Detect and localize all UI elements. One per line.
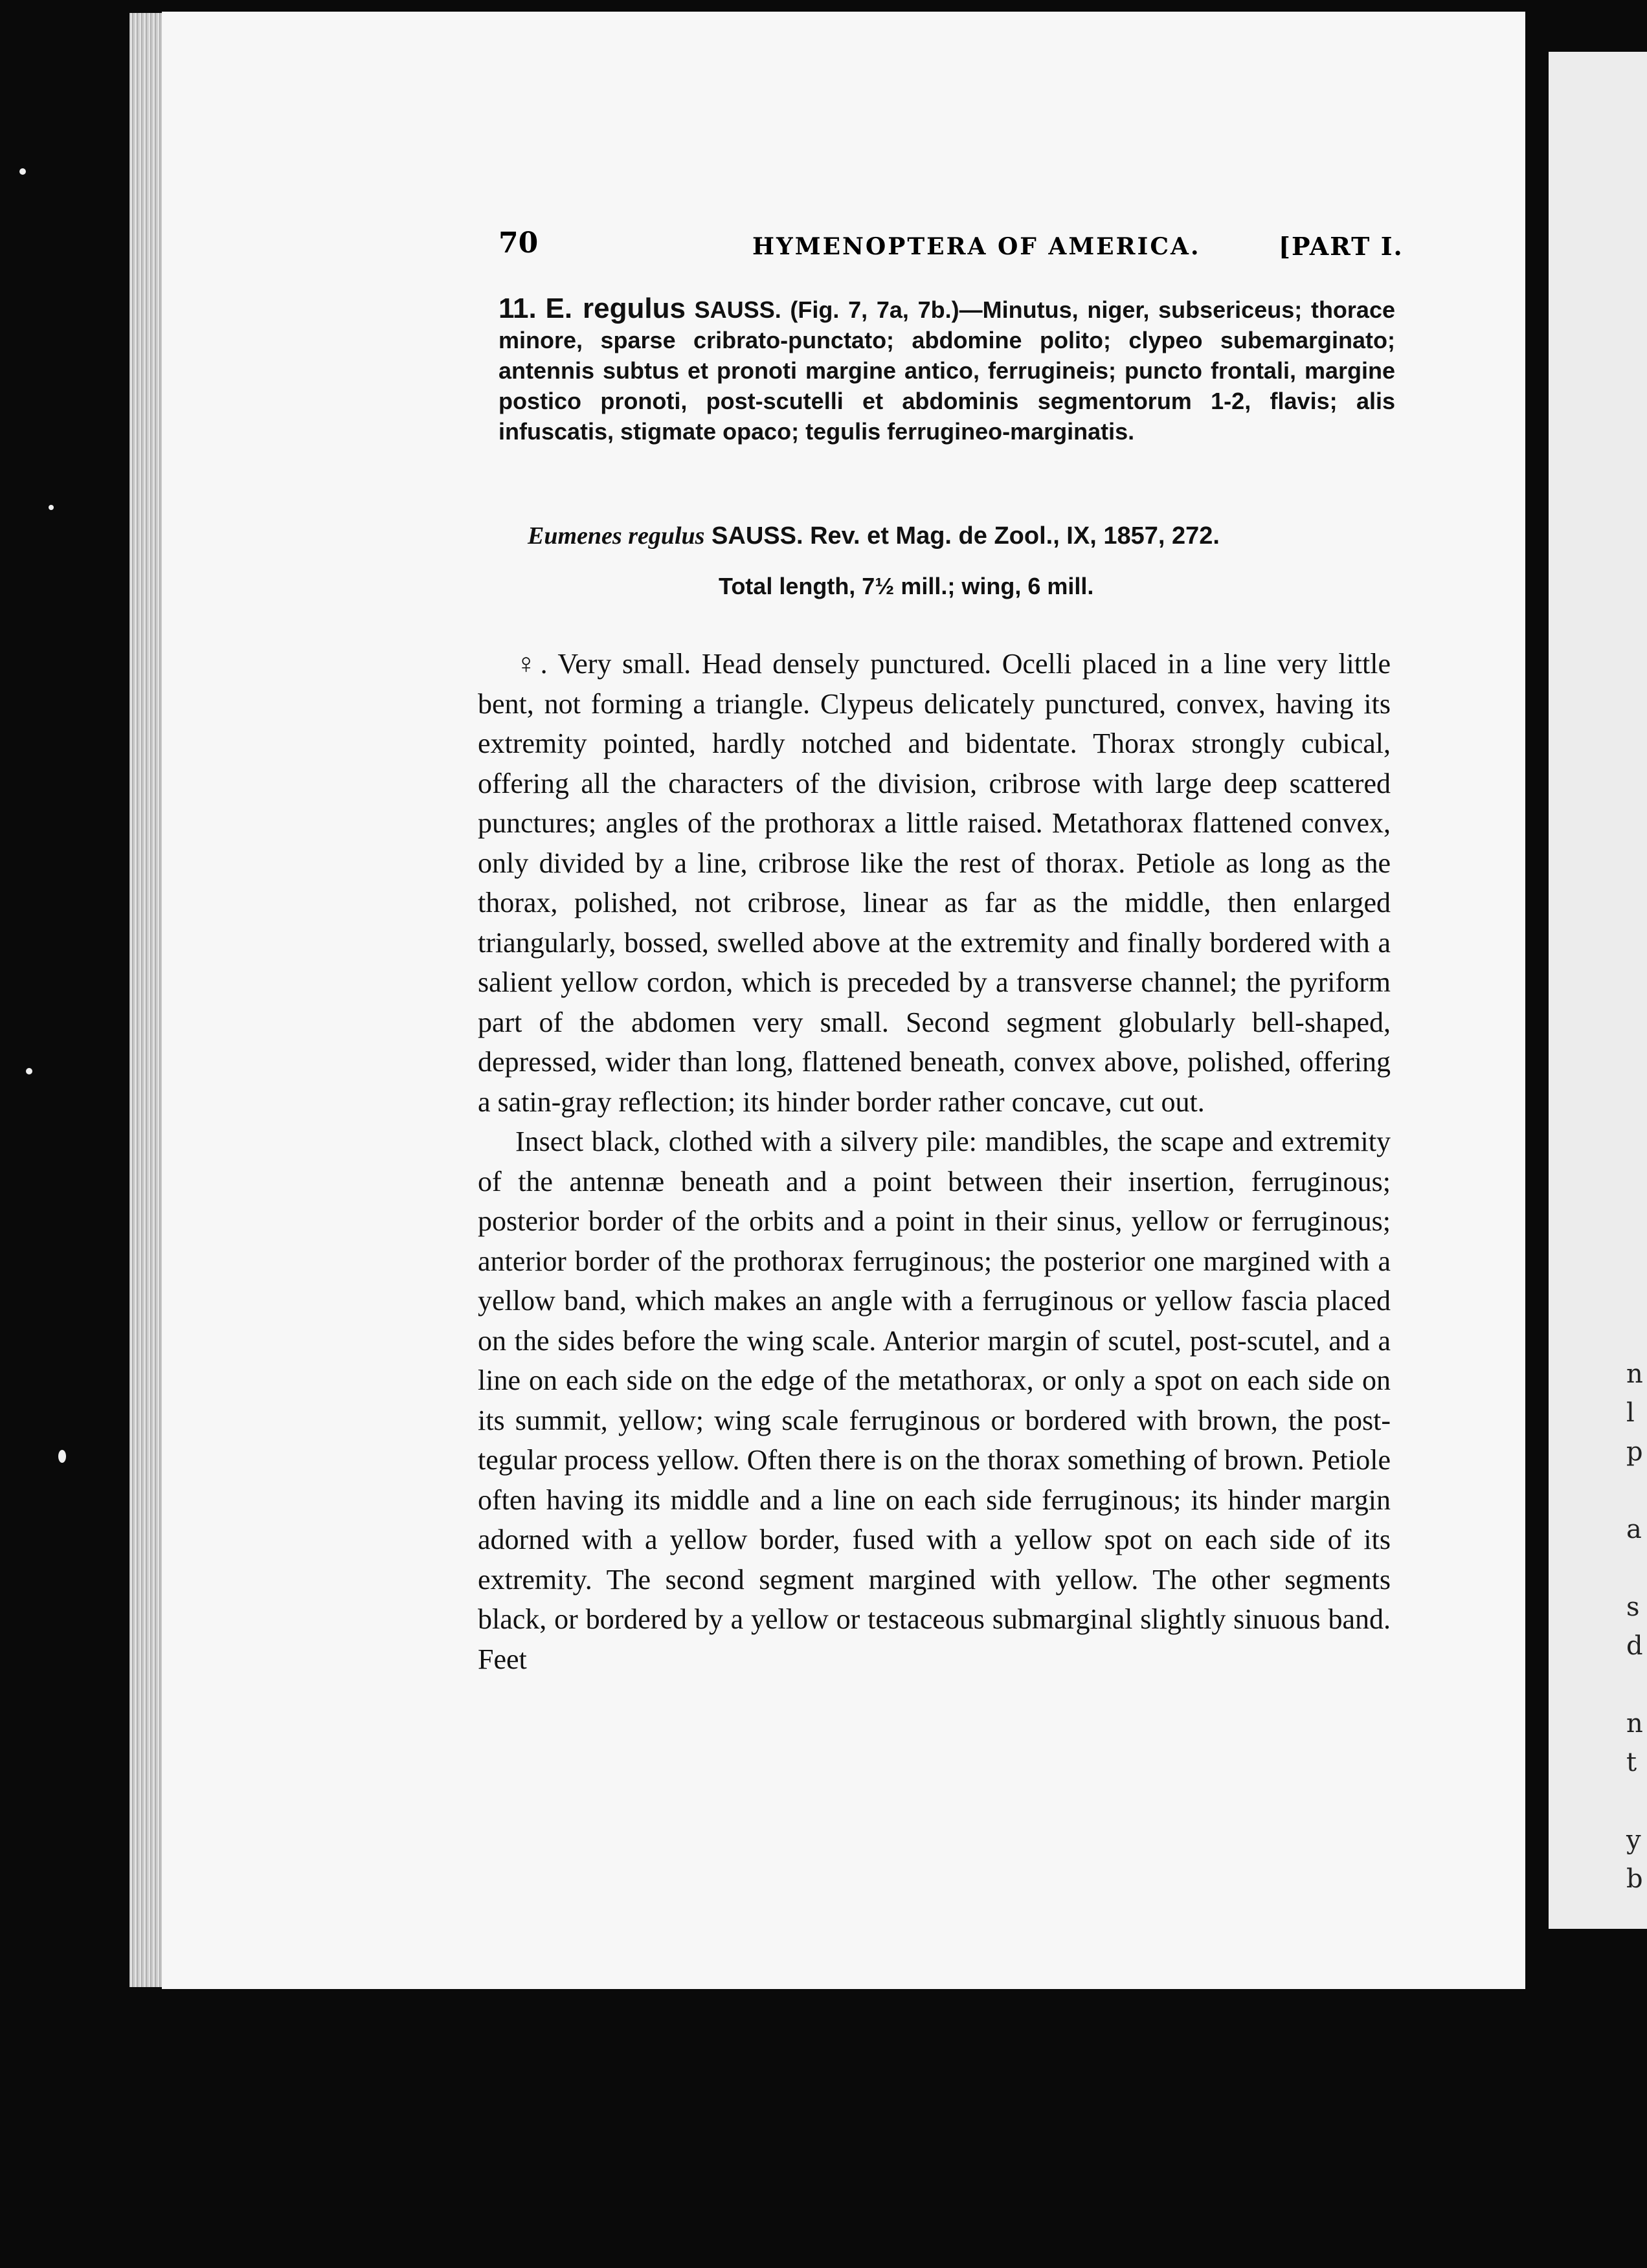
diagnosis-text: SAUSS. (Fig. 7, 7a, 7b.)—Minutus, niger, subsericeus; thorace minore, sparse cribrato-punctato; abdomine polito; clypeo subemarginato; antennis subtus et pronoti margine antico, ferrugineis; puncto frontali, margine postico pronoti, post-scutelli et abdominis segmentorum 1-2, flavis; alis infuscatis, stigmate opaco; tegulis ferrugineo-marginatis. — [499, 296, 1395, 445]
scan-speck — [58, 1450, 66, 1463]
running-header — [499, 227, 1405, 265]
description-paragraph: Insect black, clothed with a silvery pile: mandibles, the scape and extremity of the antennæ beneath and a point between their insertion, ferruginous; posterior border of the orbits and a point in their sinus, yellow or ferruginous; anterior border of the prothorax ferruginous; the posterior one margined with a yellow band, which makes an angle with a ferruginous or yellow fascia placed on the sides before the wing scale. Anterior margin of scutel, post-scutel, and a line on each side on the edge of the metathorax, or only a spot on each side on its summit, yellow; wing scale ferruginous or bordered with brown, the post-tegular process yellow. Often there is on the thorax something of brown. Petiole often having its middle and a line on each side ferruginous; its hinder margin adorned with a yellow border, fused with a yellow spot on each side of its extremity. The second segment margined with yellow. The other segments black, or bordered by a yellow or testaceous submarginal slightly sinuous band. Feet — [478, 1126, 1391, 1675]
facing-letter: n — [1626, 1359, 1643, 1389]
facing-letter: a — [1626, 1515, 1642, 1544]
facing-letter: d — [1626, 1631, 1643, 1661]
scan-speck — [49, 505, 54, 510]
reference-citation: SAUSS. Rev. et Mag. de Zool., IX, 1857, 272. — [711, 522, 1220, 550]
facing-letter: n — [1626, 1709, 1643, 1739]
facing-letter: l — [1626, 1398, 1635, 1428]
synonymy-reference — [528, 522, 1434, 550]
description-paragraph: ♀. Very small. Head densely punctured. Ocelli placed in a line very little bent, not forming a triangle. Clypeus delicately punctured, convex, having its extremity pointed, hardly notched and bidentate. Thorax strongly cubical, offering all the characters of the division, cribrose with large deep scattered punctures; angles of the prothorax a little raised. Metathorax flattened convex, only divided by a line, cribrose like the rest of thorax. Petiole as long as the thorax, polished, not cribrose, linear as far as the middle, then enlarged triangularly, bossed, swelled above at the extremity and finally bordered with a salient yellow cordon, which is preceded by a transverse channel; the pyriform part of the abdomen very small. Second segment globularly bell-shaped, depressed, wider than long, flattened beneath, convex above, polished, offering a satin-gray reflection; its hinder border rather concave, cut out. — [478, 648, 1391, 1118]
scan-speck — [19, 168, 26, 175]
running-head-title: HYMENOPTERA OF AMERICA. — [752, 233, 1201, 260]
facing-letter: t — [1626, 1748, 1637, 1777]
species-diagnosis — [499, 293, 1395, 447]
facing-letter: y — [1626, 1825, 1641, 1855]
facing-letter: p — [1626, 1437, 1643, 1467]
page-number: 70 — [499, 227, 539, 260]
reference-taxon: Eumenes regulus — [528, 522, 705, 550]
facing-letter: s — [1626, 1592, 1640, 1622]
part-label: [PART I. — [1279, 232, 1404, 261]
description-body — [478, 644, 1391, 1679]
scan-speck — [26, 1068, 32, 1074]
facing-letter: b — [1626, 1864, 1643, 1894]
species-name: E. regulus — [545, 293, 686, 324]
species-number: 11. — [499, 293, 537, 324]
measurements: Total length, 7½ mill.; wing, 6 mill. — [719, 573, 1094, 599]
